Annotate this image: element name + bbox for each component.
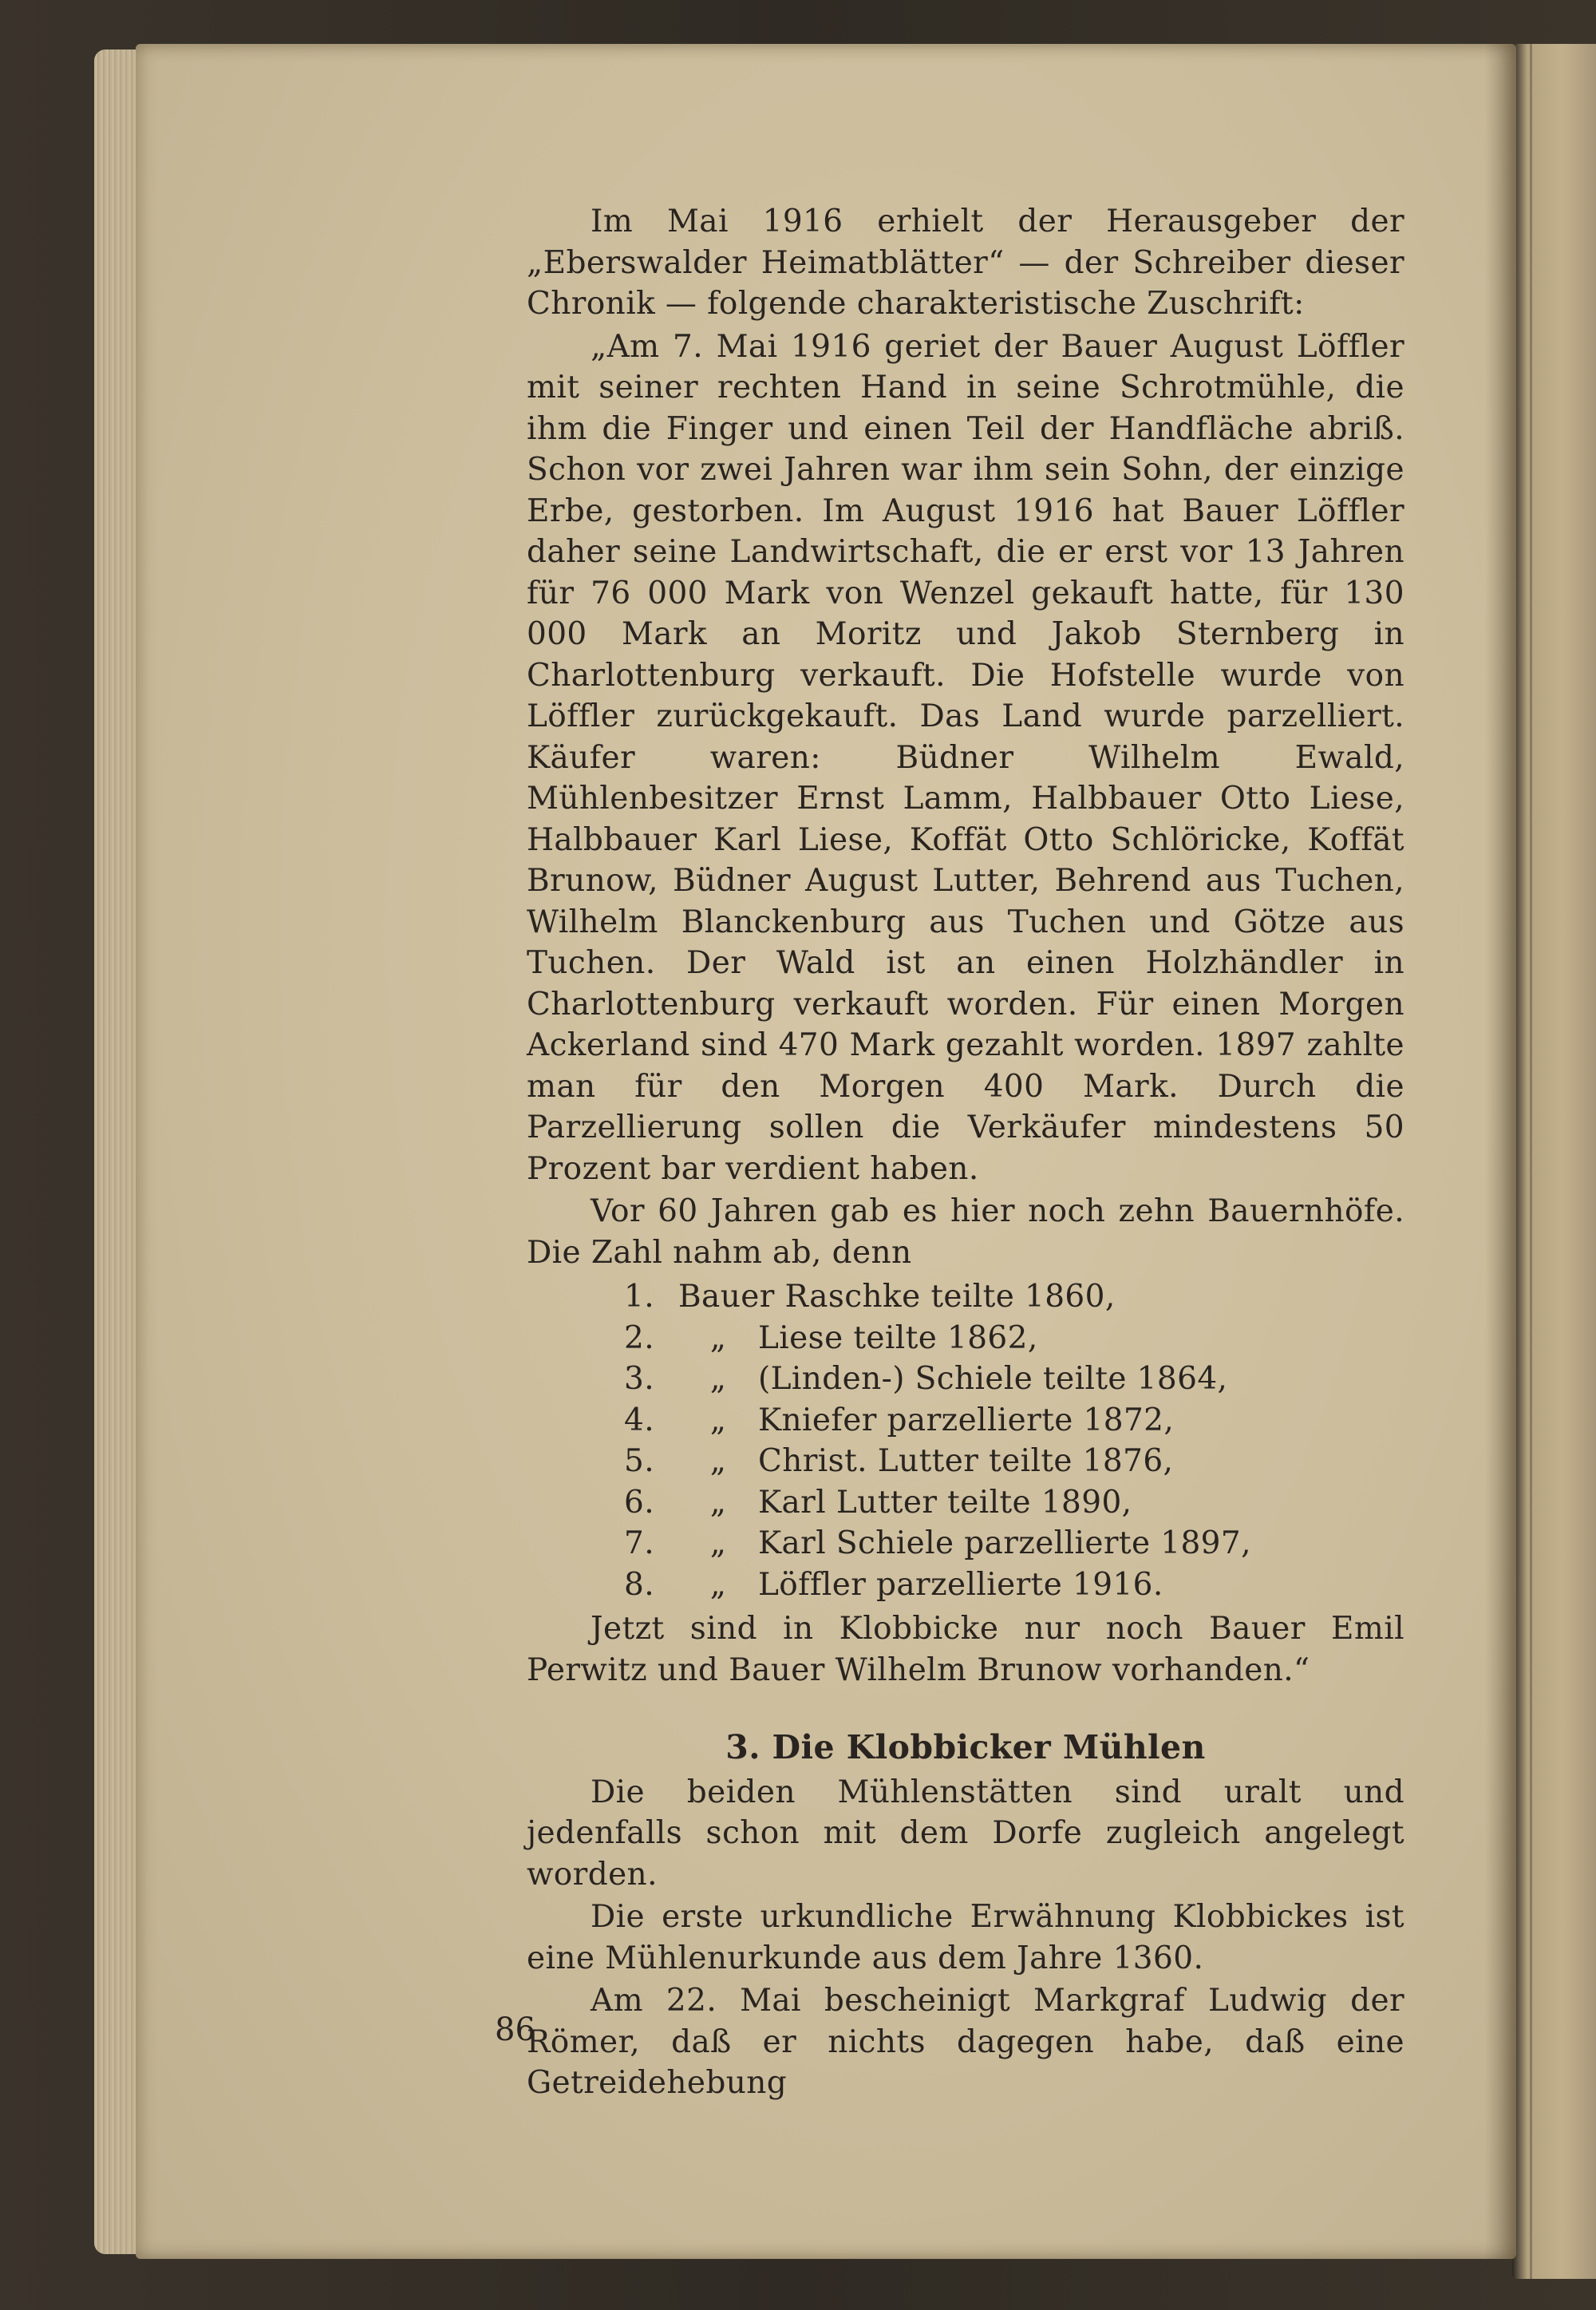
list-number: 6.: [623, 1484, 654, 1521]
list-number: 3.: [623, 1361, 654, 1397]
list-item: [571, 1523, 1404, 1564]
intro-paragraph: Im Mai 1916 erhielt der Herausgeber der „Eberswalder Heimatblätter“ — der Schreiber dieser Chronik — folgende charakteristische Zuschrift:: [527, 204, 1404, 322]
section-paragraph: Die erste urkundliche Erwähnung Klobbickes ist eine Mühlenurkunde aus dem Jahre 1360.: [527, 1899, 1404, 1976]
page-number: 86: [495, 2011, 535, 2048]
farms-intro-paragraph: Vor 60 Jahren gab es hier noch zehn Bauernhöfe. Die Zahl nahm ab, denn: [527, 1193, 1404, 1271]
ditto-mark: „: [709, 1443, 727, 1479]
binding-line: [1530, 44, 1532, 2279]
list-number: 1.: [623, 1279, 654, 1315]
list-number: 2.: [623, 1319, 654, 1356]
list-text: Löffler parzellierte 1916.: [758, 1566, 1163, 1603]
closing-quote-paragraph: Jetzt sind in Klobbicke nur noch Bauer Emil Perwitz und Bauer Wilhelm Brunow vorhanden.“: [527, 1611, 1404, 1688]
list-text: Kniefer parzellierte 1872,: [758, 1402, 1175, 1438]
quoted-letter-paragraph: „Am 7. Mai 1916 geriet der Bauer August Löffler mit seiner rechten Hand in seine Schrotmühle, die ihm die Finger und einen Teil der Handfläche abriß. Schon vor zwei Jahren war ihm sein Sohn, der einzige Erbe, gestorben. Im August 1916 hat Bauer Löffler daher seine Landwirtschaft, die er erst vor 13 Jahren für 76 000 Mark von Wenzel gekauft hatte, für 130 000 Mark an Moritz und Jakob Sternberg in Charlottenburg verkauft. Die Hofstelle wurde von Löffler zurückgekauft. Das Land wurde parzelliert. Käufer waren: Büdner Wilhelm Ewald, Mühlenbesitzer Ernst Lamm, Halbbauer Otto Liese, Halbbauer Karl Liese, Koffät Otto Schlöricke, Koffät Brunow, Büdner August Lutter, Behrend aus Tuchen, Wilhelm Blanckenburg aus Tuchen und Götze aus Tuchen. Der Wald ist an einen Holzhändler in Charlottenburg verkauft worden. Für einen Morgen Ackerland sind 470 Mark gezahlt worden. 1897 zahlte man für den Morgen 400 Mark. Durch die Parzellierung sollen die Verkäufer mindestens 50 Prozent bar verdient haben.: [527, 328, 1404, 1187]
list-text: Christ. Lutter teilte 1876,: [758, 1443, 1174, 1479]
list-number: 7.: [623, 1525, 654, 1561]
farm-list: [571, 1276, 1404, 1605]
ditto-mark: „: [709, 1525, 727, 1561]
ditto-mark: „: [709, 1484, 727, 1521]
list-number: 4.: [623, 1402, 654, 1438]
section-heading: 3. Die Klobbicker Mühlen: [725, 1728, 1206, 1766]
list-item: [571, 1441, 1404, 1482]
list-item: [571, 1482, 1404, 1524]
ditto-mark: „: [709, 1402, 727, 1438]
ditto-mark: „: [709, 1319, 727, 1356]
list-item: [571, 1400, 1404, 1442]
list-item: [571, 1359, 1404, 1400]
list-item: [571, 1564, 1404, 1606]
list-text: Bauer Raschke teilte 1860,: [678, 1279, 1116, 1315]
next-page-edge: [1512, 44, 1596, 2279]
ditto-mark: „: [709, 1361, 727, 1397]
list-item: [571, 1318, 1404, 1359]
list-text: Karl Schiele parzellierte 1897,: [758, 1525, 1251, 1561]
ditto-mark: „: [709, 1566, 727, 1603]
section-paragraph: Am 22. Mai bescheinigt Markgraf Ludwig der Römer, daß er nichts dagegen habe, daß eine Getreidehebung: [527, 1983, 1404, 2101]
page-text-block: [527, 201, 1404, 2104]
list-text: Karl Lutter teilte 1890,: [758, 1484, 1132, 1521]
list-text: (Linden-) Schiele teilte 1864,: [758, 1361, 1228, 1397]
list-text: Liese teilte 1862,: [758, 1319, 1038, 1356]
list-item: [571, 1276, 1404, 1318]
list-number: 8.: [623, 1566, 654, 1603]
list-number: 5.: [623, 1443, 654, 1479]
section-paragraph: Die beiden Mühlenstätten sind uralt und jedenfalls schon mit dem Dorfe zugleich angelegt worden.: [527, 1774, 1404, 1893]
